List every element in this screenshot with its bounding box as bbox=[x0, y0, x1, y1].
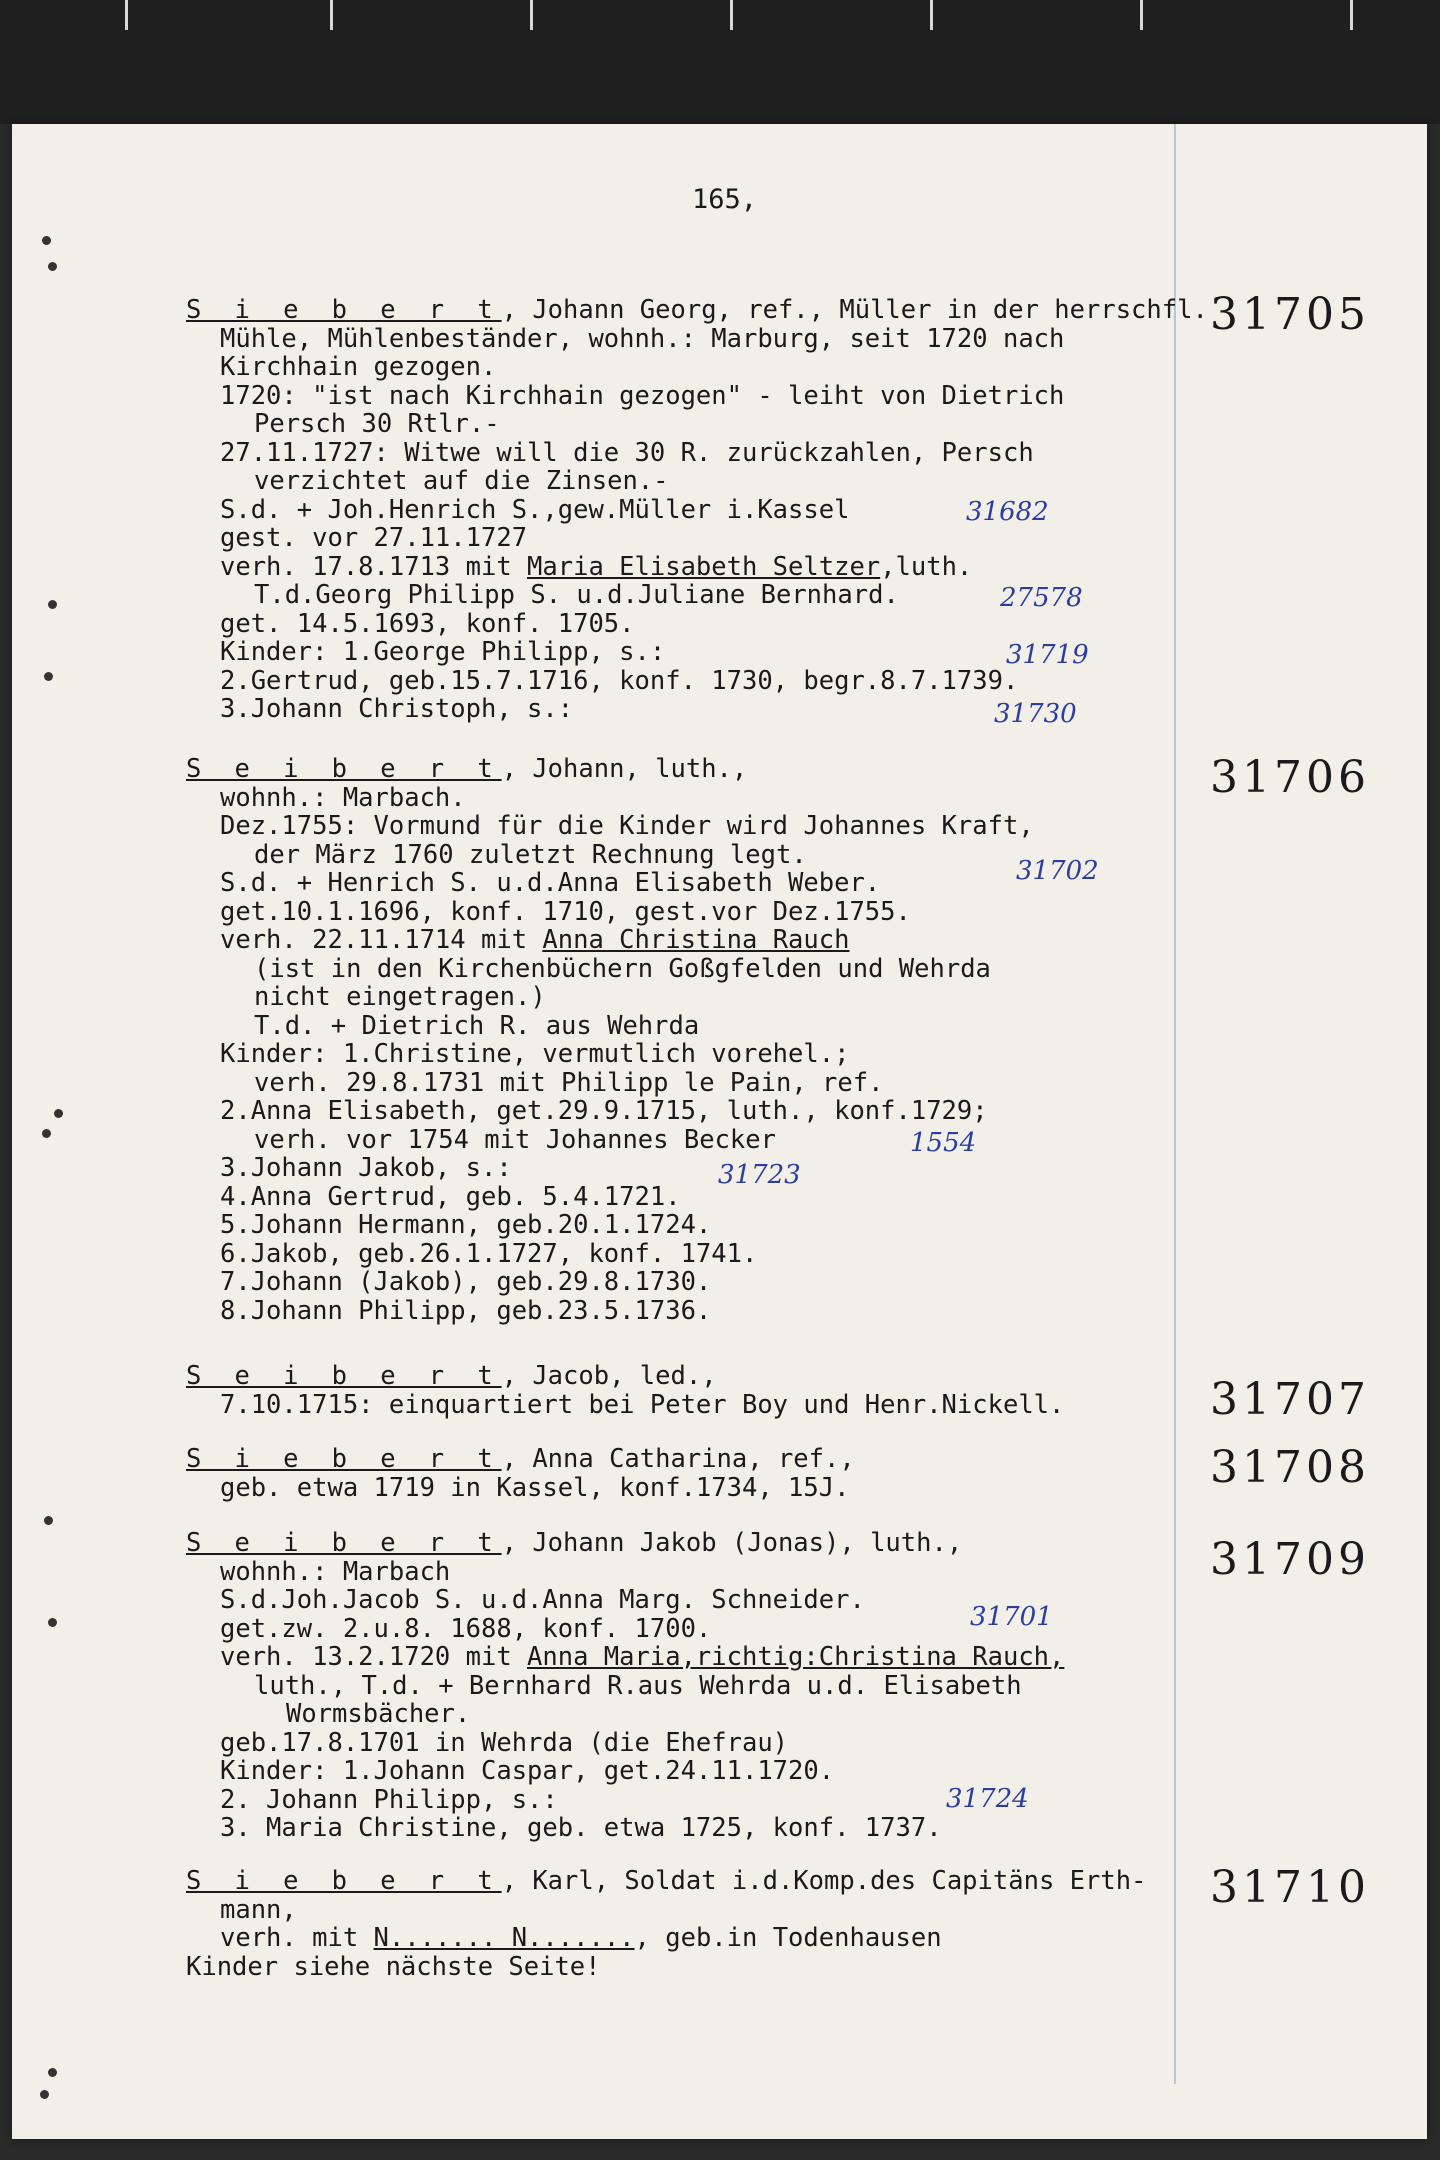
reference-number: 31706 bbox=[1210, 752, 1370, 803]
ruler-tick bbox=[125, 0, 128, 30]
surname: S e i b e r t bbox=[186, 754, 502, 784]
entry-text: Kirchhain gezogen. bbox=[220, 352, 497, 382]
entry-text: verzichtet auf die Zinsen.- bbox=[254, 466, 669, 496]
entry-text: , Anna Catharina, ref., bbox=[501, 1444, 855, 1474]
entry-text: verh. 29.8.1731 mit Philipp le Pain, ref. bbox=[254, 1067, 884, 1098]
entry-31707 bbox=[186, 1362, 1186, 1419]
entry-text: der März 1760 zuletzt Rechnung legt. bbox=[254, 839, 807, 870]
entry-text: Mühle, Mühlenbeständer, wohnh.: Marburg, seit 1720 nach bbox=[220, 323, 1065, 354]
punch-mark bbox=[48, 600, 57, 609]
entry-text: Dez.1755: Vormund für die Kinder wird Johannes Kraft, bbox=[220, 811, 1034, 841]
entry-text: 2.Gertrud, geb.15.7.1716, konf. 1730, begr.8.7.1739. bbox=[220, 665, 1019, 696]
entry-text: 6.Jakob, geb.26.1.1727, konf. 1741. bbox=[220, 1238, 758, 1269]
handwritten-note: 1554 bbox=[910, 1128, 977, 1158]
entry-text: 7.Johann (Jakob), geb.29.8.1730. bbox=[220, 1267, 712, 1297]
ruler-tick bbox=[730, 0, 733, 30]
surname: S e i b e r t bbox=[186, 1528, 502, 1558]
reference-number: 31705 bbox=[1210, 289, 1370, 340]
entry-text: mann, bbox=[220, 1894, 297, 1925]
handwritten-note: 31730 bbox=[994, 699, 1077, 729]
entry-text: 3.Johann Christoph, s.: bbox=[220, 694, 574, 724]
entry-text: Kinder: 1.Christine, vermutlich vorehel.; bbox=[220, 1039, 850, 1069]
surname: S i e b e r t bbox=[186, 295, 502, 325]
entry-text: (ist in den Kirchenbüchern Goßgfelden und Wehrda bbox=[254, 953, 991, 984]
entry-text: , Johann Georg, ref., Müller in der herrschfl. bbox=[501, 295, 1208, 325]
punch-mark bbox=[48, 1618, 57, 1627]
entry-text: Kinder siehe nächste Seite! bbox=[186, 1951, 601, 1982]
ruler-tick bbox=[330, 0, 333, 30]
spouse-name: N....... N....... bbox=[373, 1923, 635, 1953]
entry-text: 27.11.1727: Witwe will die 30 R. zurückzahlen, Persch bbox=[220, 437, 1034, 468]
entry-text: wohnh.: Marbach bbox=[220, 1556, 451, 1587]
handwritten-note: 31719 bbox=[1006, 640, 1089, 670]
entry-text: S.d. + Joh.Henrich S.,gew.Müller i.Kassel bbox=[220, 494, 850, 525]
page-number: 165, bbox=[692, 184, 758, 215]
entry-text: 3.Johann Jakob, s.: bbox=[220, 1153, 512, 1183]
entry-text: geb.17.8.1701 in Wehrda (die Ehefrau) bbox=[220, 1727, 789, 1758]
punch-mark bbox=[48, 2068, 57, 2077]
entry-text: , Johann, luth., bbox=[501, 754, 748, 784]
entry-text: 5.Johann Hermann, geb.20.1.1724. bbox=[220, 1210, 712, 1240]
punch-mark bbox=[42, 1129, 51, 1138]
surname: S i e b e r t bbox=[186, 1866, 502, 1896]
entry-text: get.10.1.1696, konf. 1710, gest.vor Dez.1755. bbox=[220, 896, 911, 927]
entry-text: gest. vor 27.11.1727 bbox=[220, 523, 528, 553]
ruler-tick bbox=[930, 0, 933, 30]
handwritten-note: 31682 bbox=[966, 497, 1049, 527]
entry-text: 3. Maria Christine, geb. etwa 1725, konf. 1737. bbox=[220, 1813, 942, 1843]
entry-text: , geb.in Todenhausen bbox=[634, 1923, 942, 1953]
ruler-tick bbox=[1140, 0, 1143, 30]
ruler-tick bbox=[1350, 0, 1353, 30]
entry-text: 1720: "ist nach Kirchhain gezogen" - leiht von Dietrich bbox=[220, 380, 1065, 411]
entry-text: 2. Johann Philipp, s.: bbox=[220, 1784, 558, 1815]
spouse-name: Anna Christina Rauch bbox=[542, 925, 850, 955]
entry-text: verh. 22.11.1714 mit bbox=[220, 925, 543, 955]
handwritten-note: 31701 bbox=[970, 1602, 1053, 1632]
reference-number: 31709 bbox=[1210, 1534, 1370, 1585]
handwritten-note: 31724 bbox=[946, 1784, 1029, 1814]
entry-31710 bbox=[186, 1867, 1186, 1981]
entry-text: Kinder: 1.Johann Caspar, get.24.11.1720. bbox=[220, 1756, 835, 1786]
punch-mark bbox=[40, 2090, 49, 2099]
entry-text: , Karl, Soldat i.d.Komp.des Capitäns Erth- bbox=[501, 1866, 1147, 1896]
entry-text: 7.10.1715: einquartiert bei Peter Boy und Henr.Nickell. bbox=[220, 1389, 1065, 1420]
punch-mark bbox=[44, 1516, 53, 1525]
entry-text: Persch 30 Rtlr.- bbox=[254, 409, 500, 439]
reference-number: 31708 bbox=[1210, 1442, 1370, 1493]
entry-text: T.d. + Dietrich R. aus Wehrda bbox=[254, 1010, 700, 1041]
entry-text: 4.Anna Gertrud, geb. 5.4.1721. bbox=[220, 1181, 681, 1212]
reference-number: 31710 bbox=[1210, 1862, 1370, 1913]
entry-text: wohnh.: Marbach. bbox=[220, 782, 466, 813]
spouse-name: Anna Maria,richtig:Christina Rauch, bbox=[527, 1642, 1065, 1672]
entry-text: 2.Anna Elisabeth, get.29.9.1715, luth., konf.1729; bbox=[220, 1096, 988, 1126]
entry-text: , Johann Jakob (Jonas), luth., bbox=[501, 1528, 963, 1558]
scanner-background-strip bbox=[0, 0, 1440, 124]
handwritten-note: 31723 bbox=[718, 1160, 801, 1190]
entry-text: nicht eingetragen.) bbox=[254, 982, 546, 1012]
entry-text: Kinder: 1.George Philipp, s.: bbox=[220, 637, 666, 667]
reference-number: 31707 bbox=[1210, 1374, 1370, 1425]
entry-text: S.d. + Henrich S. u.d.Anna Elisabeth Weber. bbox=[220, 868, 881, 898]
surname: S e i b e r t bbox=[186, 1361, 502, 1391]
entry-text: verh. mit bbox=[220, 1923, 374, 1953]
punch-mark bbox=[42, 236, 51, 245]
entry-text: get.zw. 2.u.8. 1688, konf. 1700. bbox=[220, 1613, 712, 1644]
entry-text: geb. etwa 1719 in Kassel, konf.1734, 15J. bbox=[220, 1472, 850, 1503]
entry-text: verh. 13.2.1720 mit bbox=[220, 1642, 528, 1672]
entry-text: S.d.Joh.Jacob S. u.d.Anna Marg. Schneider. bbox=[220, 1585, 865, 1615]
entry-text: T.d.Georg Philipp S. u.d.Juliane Bernhard. bbox=[254, 580, 899, 610]
entry-text: get. 14.5.1693, konf. 1705. bbox=[220, 608, 635, 639]
ruler-tick bbox=[530, 0, 533, 30]
entry-31706 bbox=[186, 755, 1186, 1325]
punch-mark bbox=[54, 1109, 63, 1118]
entry-text: verh. 17.8.1713 mit bbox=[220, 551, 528, 582]
entry-text: 8.Johann Philipp, geb.23.5.1736. bbox=[220, 1295, 712, 1326]
entry-31709 bbox=[186, 1529, 1186, 1843]
handwritten-note: 27578 bbox=[1000, 583, 1083, 613]
entry-31708 bbox=[186, 1445, 1186, 1502]
spouse-name: Maria Elisabeth Seltzer bbox=[527, 551, 881, 582]
document-page bbox=[12, 124, 1427, 2139]
entry-text: Wormsbächer. bbox=[286, 1699, 471, 1729]
punch-mark bbox=[48, 262, 57, 271]
entry-text: ,luth. bbox=[880, 551, 973, 582]
punch-mark bbox=[44, 672, 53, 681]
entry-text: verh. vor 1754 mit Johannes Becker bbox=[254, 1124, 776, 1155]
surname: S i e b e r t bbox=[186, 1444, 502, 1474]
entry-text: , Jacob, led., bbox=[501, 1361, 717, 1391]
handwritten-note: 31702 bbox=[1016, 856, 1099, 886]
entry-text: luth., T.d. + Bernhard R.aus Wehrda u.d. Elisabeth bbox=[254, 1670, 1022, 1701]
